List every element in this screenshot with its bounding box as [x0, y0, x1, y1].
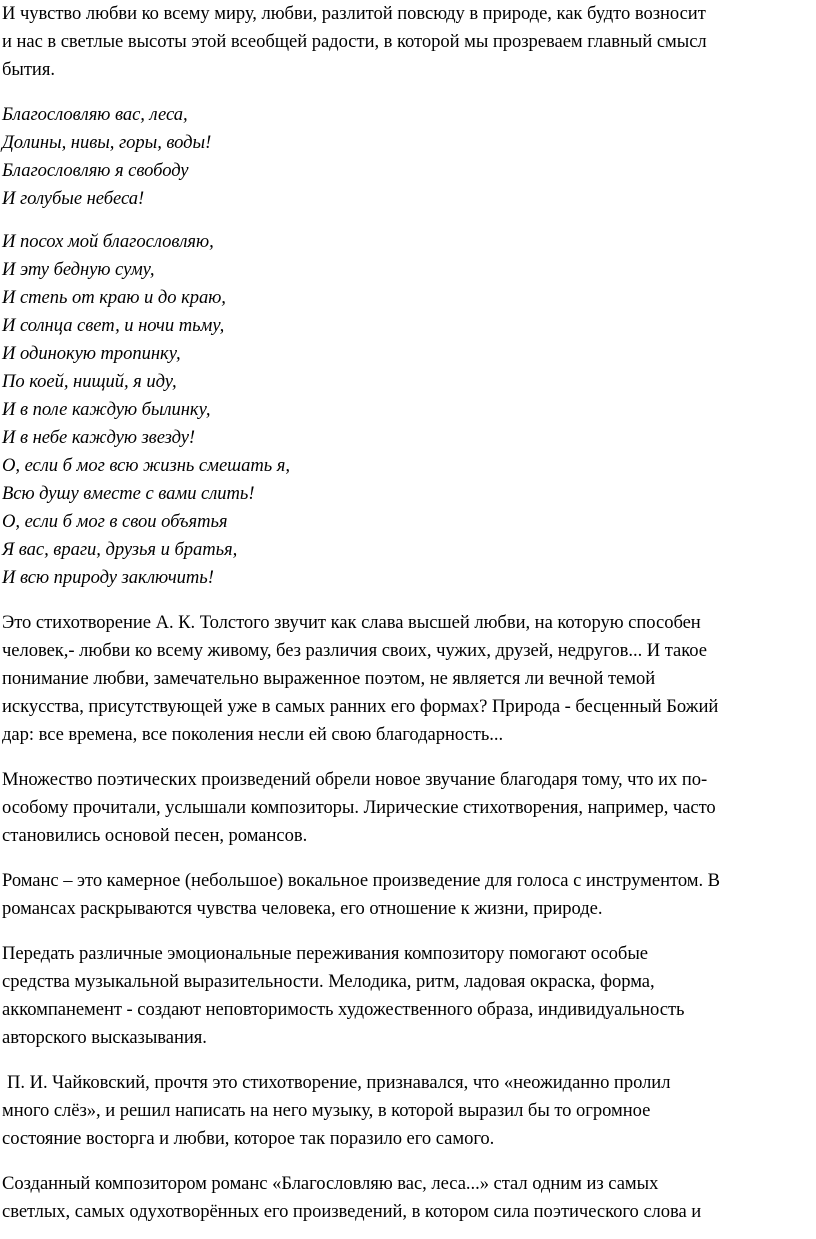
- poem-stanza-1: [2, 101, 816, 213]
- text-line: Это стихотворение А. К. Толстого звучит как слава высшей любви, на которую способен: [2, 612, 701, 633]
- poem-line: И в поле каждую былинку,: [2, 399, 211, 420]
- text-line: средства музыкальной выразительности. Мелодика, ритм, ладовая окраска, форма,: [2, 971, 655, 992]
- poem-line: Благословляю вас, леса,: [2, 104, 188, 125]
- text-line: светлых, самых одухотворённых его произведений, в котором сила поэтического слова и: [2, 1201, 702, 1222]
- means-paragraph: [2, 940, 816, 1052]
- poem-line: И солнца свет, и ночи тьму,: [2, 315, 225, 336]
- text-line: и нас в светлые высоты этой всеобщей радости, в которой мы прозреваем главный смысл: [2, 31, 707, 52]
- created-paragraph: [2, 1170, 816, 1226]
- text-line: искусства, присутствующей уже в самых ранних его формах? Природа - бесценный Божий: [2, 696, 719, 717]
- text-line: дар: все времена, все поколения несли ей свою благодарность...: [2, 724, 504, 745]
- text-line: состояние восторга и любви, которое так поразило его самого.: [2, 1128, 495, 1149]
- text-line: особому прочитали, услышали композиторы. Лирические стихотворения, например, часто: [2, 797, 716, 818]
- poem-stanza-2: [2, 228, 816, 592]
- poem-line: Благословляю я свободу: [2, 160, 189, 181]
- poem-line: И степь от краю и до краю,: [2, 287, 226, 308]
- text-line: авторского высказывания.: [2, 1027, 207, 1048]
- poem-line: И всю природу заключить!: [2, 567, 214, 588]
- poem-line: О, если б мог в свои объятья: [2, 511, 228, 532]
- romance-paragraph: [2, 867, 816, 923]
- poem-line: И голубые небеса!: [2, 188, 145, 209]
- text-line: Романс – это камерное (небольшое) вокальное произведение для голоса с инструментом. В: [2, 870, 720, 891]
- text-line: становились основой песен, романсов.: [2, 825, 308, 846]
- composers-paragraph: [2, 766, 816, 850]
- tchaikovsky-paragraph: [2, 1069, 816, 1153]
- text-line: романсах раскрываются чувства человека, его отношение к жизни, природе.: [2, 898, 603, 919]
- text-line: Передать различные эмоциональные переживания композитору помогают особые: [2, 943, 648, 964]
- text-line: понимание любви, замечательно выраженное поэтом, не является ли вечной темой: [2, 668, 656, 689]
- text-line: бытия.: [2, 59, 55, 80]
- poem-line: Я вас, враги, друзья и братья,: [2, 539, 238, 560]
- poem-line: О, если б мог всю жизнь смешать я,: [2, 455, 290, 476]
- poem-line: И эту бедную суму,: [2, 259, 155, 280]
- poem-line: И посох мой благословляю,: [2, 231, 214, 252]
- text-line: И чувство любви ко всему миру, любви, разлитой повсюду в природе, как будто возносит: [2, 3, 706, 24]
- poem-line: Долины, нивы, горы, воды!: [2, 132, 212, 153]
- text-line: Множество поэтических произведений обрели новое звучание благодаря тому, что их по-: [2, 769, 708, 790]
- text-line: много слёз», и решил написать на него музыку, в которой выразил бы то огромное: [2, 1100, 651, 1121]
- poem-line: И одинокую тропинку,: [2, 343, 181, 364]
- poem-line: И в небе каждую звезду!: [2, 427, 196, 448]
- intro-paragraph: [2, 0, 816, 84]
- text-line: человек,- любви ко всему живому, без различия своих, чужих, друзей, недругов... И такое: [2, 640, 707, 661]
- text-line: Созданный композитором романс «Благословляю вас, леса...» стал одним из самых: [2, 1173, 659, 1194]
- text-line: П. И. Чайковский, прочтя это стихотворение, признавался, что «неожиданно пролил: [7, 1072, 671, 1093]
- poem-line: По коей, нищий, я иду,: [2, 371, 177, 392]
- text-line: аккомпанемент - создают неповторимость художественного образа, индивидуальность: [2, 999, 685, 1020]
- poem-line: Всю душу вместе с вами слить!: [2, 483, 255, 504]
- tolstoy-paragraph: [2, 609, 816, 749]
